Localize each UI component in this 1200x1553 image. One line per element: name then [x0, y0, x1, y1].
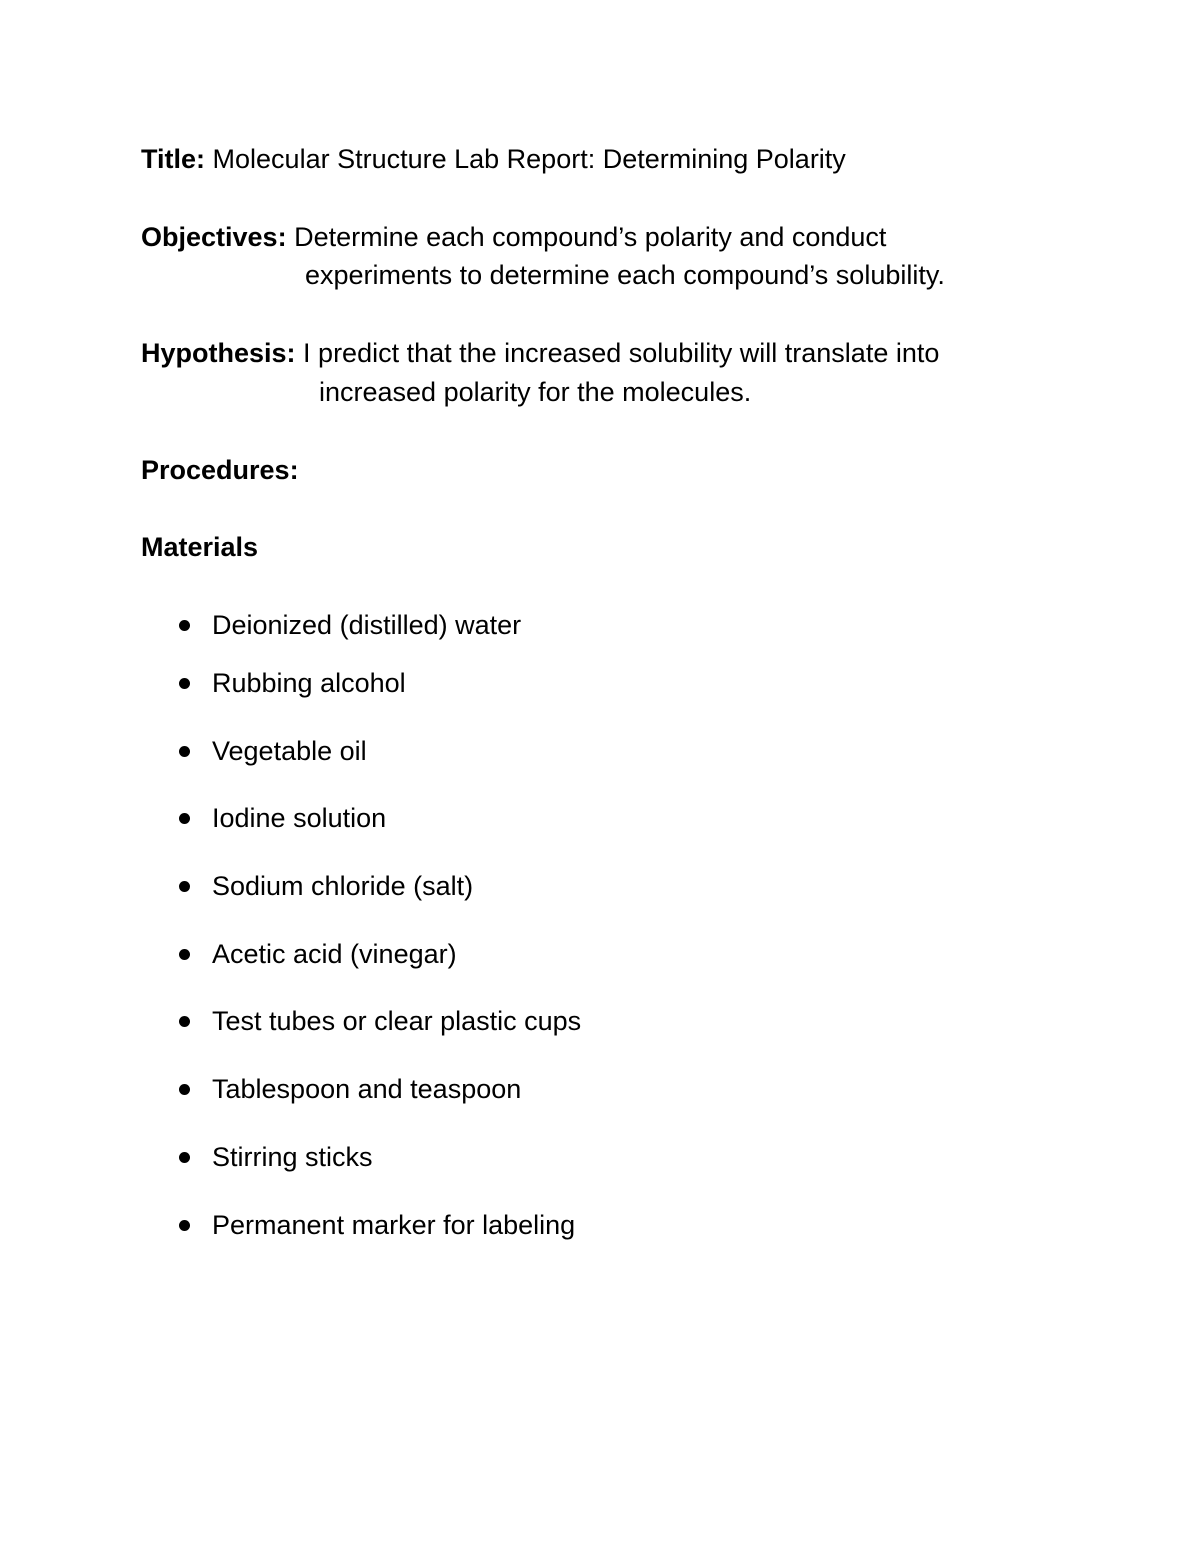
material-text: Vegetable oil	[212, 735, 367, 766]
title-label: Title:	[141, 144, 206, 174]
objectives-text-2: experiments to determine each compound’s solubility.	[305, 260, 945, 290]
objectives-line	[141, 218, 886, 257]
title-line	[141, 140, 846, 179]
material-text: Tablespoon and teaspoon	[212, 1074, 522, 1105]
material-text: Iodine solution	[212, 803, 387, 834]
hypothesis-text-1: I predict that the increased solubility will translate into	[303, 338, 940, 368]
hypothesis-label: Hypothesis:	[141, 338, 296, 368]
objectives-text-1: Determine each compound’s polarity and conduct	[294, 222, 887, 252]
bullet-icon	[179, 1220, 190, 1231]
material-text: Permanent marker for labeling	[212, 1209, 576, 1240]
bullet-icon	[179, 678, 190, 689]
material-text: Stirring sticks	[212, 1141, 373, 1172]
materials-heading: Materials	[141, 532, 259, 562]
bullet-icon	[179, 1016, 190, 1027]
title-value: Molecular Structure Lab Report: Determining Polarity	[212, 144, 846, 174]
bullet-icon	[179, 746, 190, 757]
bullet-icon	[179, 813, 190, 824]
bullet-icon	[179, 1084, 190, 1095]
material-text: Deionized (distilled) water	[212, 610, 522, 640]
hypothesis-text-2: increased polarity for the molecules.	[319, 377, 752, 407]
objectives-label: Objectives:	[141, 222, 287, 252]
procedures-heading: Procedures:	[141, 455, 299, 485]
hypothesis-line	[141, 334, 939, 373]
material-text: Rubbing alcohol	[212, 668, 406, 698]
bullet-icon	[179, 949, 190, 960]
material-text: Test tubes or clear plastic cups	[212, 1006, 582, 1037]
bullet-icon	[179, 881, 190, 892]
material-text: Sodium chloride (salt)	[212, 871, 474, 902]
material-text: Acetic acid (vinegar)	[212, 938, 457, 969]
bullet-icon	[179, 1152, 190, 1163]
bullet-icon	[179, 620, 190, 631]
